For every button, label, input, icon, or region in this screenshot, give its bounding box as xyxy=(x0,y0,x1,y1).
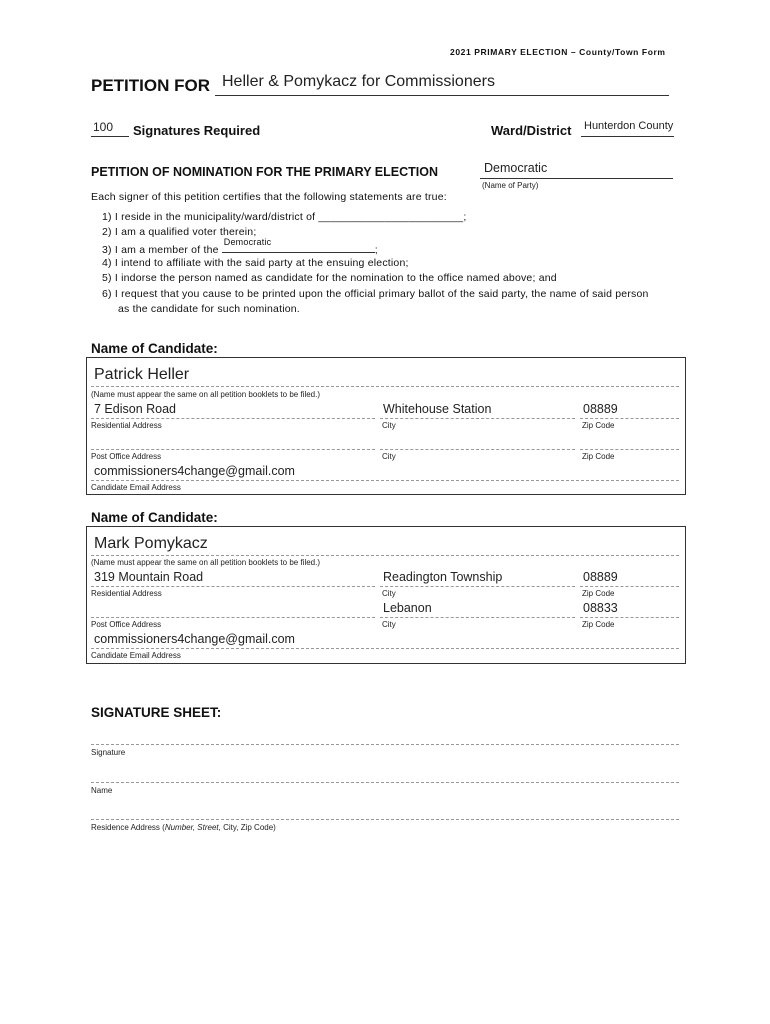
signatures-required-label: Signatures Required xyxy=(133,123,261,138)
candidate-1-po-city-label: City xyxy=(382,452,396,461)
name-label: Name xyxy=(91,786,113,795)
candidate-2-address-line xyxy=(91,586,375,587)
candidate-2-city-line xyxy=(380,586,575,587)
candidate-2-name-field[interactable]: Mark Pomykacz xyxy=(94,535,208,552)
candidate-2-zip-label: Zip Code xyxy=(582,589,615,598)
residence-label-italic: Number, Street, xyxy=(164,823,221,832)
statement-3-prefix: 3) I am a member of the xyxy=(102,244,219,256)
party-field[interactable]: Democratic xyxy=(484,161,548,175)
name-line[interactable] xyxy=(91,782,679,783)
statement-2: 2) I am a qualified voter therein; xyxy=(102,226,257,238)
candidate-2-po-zip-label: Zip Code xyxy=(582,620,615,629)
candidate-2-zip-field[interactable]: 08889 xyxy=(583,570,618,584)
signature-line[interactable] xyxy=(91,744,679,745)
candidate-1-email-field[interactable]: commissioners4change@gmail.com xyxy=(94,464,295,478)
statement-5: 5) I indorse the person named as candidate for the nomination to the office named above; and xyxy=(102,272,557,284)
party-caption: (Name of Party) xyxy=(482,181,539,190)
residence-address-line[interactable] xyxy=(91,819,679,820)
party-underline xyxy=(480,178,673,179)
candidate-2-po-zip-field[interactable]: 08833 xyxy=(583,601,618,615)
candidate-2-po-city-label: City xyxy=(382,620,396,629)
statements-intro: Each signer of this petition certifies that the following statements are true: xyxy=(91,191,447,203)
signatures-count-field[interactable]: 100 xyxy=(93,120,114,134)
statement-3-party-field[interactable] xyxy=(222,237,375,253)
candidate-1-address-field[interactable]: 7 Edison Road xyxy=(94,402,177,416)
candidate-1-heading: Name of Candidate: xyxy=(91,341,218,356)
candidate-1-zip-line xyxy=(580,418,679,419)
candidate-1-name-field[interactable]: Patrick Heller xyxy=(94,366,190,383)
ward-district-field[interactable]: Hunterdon County xyxy=(584,120,674,132)
candidate-1-address-line xyxy=(91,418,375,419)
nomination-title: PETITION OF NOMINATION FOR THE PRIMARY ELECTION xyxy=(91,165,438,179)
candidate-1-name-note: (Name must appear the same on all petition booklets to be filed.) xyxy=(91,390,321,399)
candidate-1-zip-field[interactable]: 08889 xyxy=(583,402,618,416)
candidate-1-po-address-label: Post Office Address xyxy=(91,452,162,461)
residence-label-suffix: City, Zip Code) xyxy=(220,823,276,832)
candidate-2-po-city-line xyxy=(380,617,575,618)
petition-for-underline xyxy=(215,95,669,96)
statement-3 xyxy=(102,237,378,256)
candidate-1-name-line xyxy=(91,386,679,387)
candidate-1-zip-label: Zip Code xyxy=(582,421,615,430)
candidate-2-email-line xyxy=(91,648,679,649)
petition-for-label: PETITION FOR xyxy=(91,76,210,95)
statement-6: 6) I request that you cause to be printed upon the official primary ballot of the said party, the name of said person xyxy=(102,288,649,300)
statement-1: 1) I reside in the municipality/ward/district of ________________________; xyxy=(102,211,467,223)
signatures-count-underline xyxy=(91,136,129,137)
candidate-2-name-note: (Name must appear the same on all petition booklets to be filed.) xyxy=(91,558,321,567)
signature-label: Signature xyxy=(91,748,126,757)
candidate-1-address-label: Residential Address xyxy=(91,421,162,430)
candidate-1-po-zip-label: Zip Code xyxy=(582,452,615,461)
candidate-2-zip-line xyxy=(580,586,679,587)
candidate-1-po-address-line xyxy=(91,449,375,450)
statement-3-party-value: Democratic xyxy=(223,237,272,247)
candidate-1-po-zip-line xyxy=(580,449,679,450)
statement-4: 4) I intend to affiliate with the said party at the ensuing election; xyxy=(102,257,409,269)
candidate-2-po-address-line xyxy=(91,617,375,618)
candidate-2-address-field[interactable]: 319 Mountain Road xyxy=(94,570,204,584)
candidate-1-email-line xyxy=(91,480,679,481)
candidate-2-city-label: City xyxy=(382,589,396,598)
candidate-2-city-field[interactable]: Readington Township xyxy=(383,570,503,584)
signature-sheet-title: SIGNATURE SHEET: xyxy=(91,705,222,720)
candidate-2-po-zip-line xyxy=(580,617,679,618)
candidate-1-city-line xyxy=(380,418,575,419)
form-title: 2021 PRIMARY ELECTION – County/Town Form xyxy=(450,47,666,57)
candidate-2-heading: Name of Candidate: xyxy=(91,510,218,525)
residence-label-prefix: Residence Address ( xyxy=(91,823,165,832)
candidate-2-email-field[interactable]: commissioners4change@gmail.com xyxy=(94,632,295,646)
candidate-1-city-field[interactable]: Whitehouse Station xyxy=(383,402,492,416)
statement-6-continued: as the candidate for such nomination. xyxy=(118,303,300,315)
candidate-2-address-label: Residential Address xyxy=(91,589,162,598)
candidate-2-po-address-label: Post Office Address xyxy=(91,620,162,629)
candidate-2-name-line xyxy=(91,555,679,556)
petition-for-field[interactable]: Heller & Pomykacz for Commissioners xyxy=(222,73,495,90)
candidate-1-po-city-line xyxy=(380,449,575,450)
ward-district-underline xyxy=(581,136,674,137)
candidate-1-city-label: City xyxy=(382,421,396,430)
statement-3-suffix: ; xyxy=(374,244,378,256)
ward-district-label: Ward/District xyxy=(491,123,572,138)
candidate-2-po-city-field[interactable]: Lebanon xyxy=(383,601,432,615)
residence-address-label xyxy=(91,823,276,832)
candidate-2-email-label: Candidate Email Address xyxy=(91,651,181,660)
candidate-1-email-label: Candidate Email Address xyxy=(91,483,181,492)
